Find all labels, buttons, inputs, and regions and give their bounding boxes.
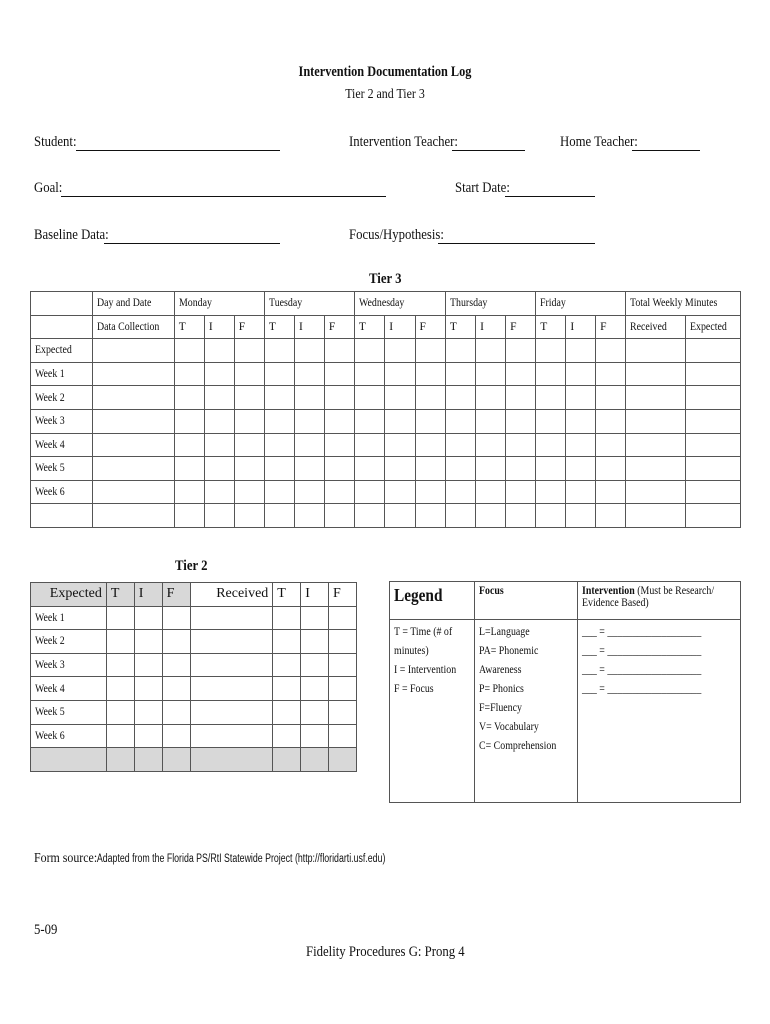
wed-t: T — [354, 315, 384, 339]
tier2-exp-f: F — [162, 583, 190, 607]
tier3-cell[interactable] — [476, 409, 506, 433]
tier3-cell[interactable] — [294, 386, 324, 410]
intervention-teacher-line[interactable] — [452, 150, 525, 151]
focus-item: C= Comprehension — [478, 740, 557, 752]
intervention-teacher-label: Intervention Teacher: — [349, 134, 458, 150]
tier3-cell[interactable] — [566, 362, 596, 386]
legend-code-item: I = Intervention — [394, 664, 457, 676]
intervention-blank[interactable]: ___ = ___________________ — [582, 664, 702, 676]
thu-i: I — [476, 315, 506, 339]
tier3-row-label: Week 3 — [31, 409, 93, 433]
tier3-cell[interactable] — [476, 386, 506, 410]
tier3-row-label: Week 4 — [31, 433, 93, 457]
tier3-cell[interactable] — [264, 504, 294, 528]
tier2-cell[interactable] — [329, 724, 357, 748]
tier3-cell[interactable] — [174, 409, 204, 433]
tier3-cell[interactable] — [354, 339, 384, 363]
thursday-header: Thursday — [445, 292, 535, 316]
tier3-cell[interactable] — [234, 433, 264, 457]
tier3-cell[interactable] — [264, 457, 294, 481]
tier3-cell[interactable] — [566, 386, 596, 410]
focus-item: V= Vocabulary — [478, 721, 539, 733]
fri-i: I — [566, 315, 596, 339]
tier3-cell[interactable] — [204, 504, 234, 528]
tier3-cell[interactable] — [596, 362, 626, 386]
tier2-row-label: Week 4 — [31, 677, 107, 701]
tier3-cell[interactable] — [566, 433, 596, 457]
wed-i: I — [385, 315, 415, 339]
tier3-cell[interactable] — [685, 480, 740, 504]
home-teacher-label: Home Teacher: — [560, 134, 638, 150]
tier2-cell[interactable] — [190, 653, 273, 677]
focus-item: PA= Phonemic — [478, 645, 539, 657]
tier3-cell[interactable] — [385, 457, 415, 481]
baseline-data-label: Baseline Data: — [34, 227, 109, 243]
wednesday-header: Wednesday — [354, 292, 445, 316]
intervention-header: Intervention (Must be Research/ Evidence Based) — [578, 582, 741, 620]
tier2-cell[interactable] — [134, 700, 162, 724]
tier3-cell[interactable] — [476, 339, 506, 363]
tier2-cell[interactable] — [329, 653, 357, 677]
tier2-rec-f: F — [329, 583, 357, 607]
page-title: Intervention Documentation Log — [298, 64, 472, 80]
tier2-row — [31, 700, 357, 724]
tier3-cell[interactable] — [294, 433, 324, 457]
tier3-cell[interactable] — [506, 457, 536, 481]
tier3-cell[interactable] — [506, 339, 536, 363]
tier3-cell[interactable] — [626, 433, 686, 457]
tier3-cell[interactable] — [566, 504, 596, 528]
form-source — [34, 849, 485, 867]
version-number: 5-09 — [34, 922, 58, 938]
legend-code-item: T = Time (# of — [394, 626, 453, 638]
tier2-footer-row — [31, 748, 357, 772]
tier3-cell[interactable] — [324, 386, 354, 410]
tier2-rec-i: I — [301, 583, 329, 607]
focus-item: F=Fluency — [478, 702, 522, 714]
data-collection-header: Data Collection — [93, 315, 175, 339]
tier3-cell[interactable] — [204, 433, 234, 457]
tier3-cell[interactable] — [536, 480, 566, 504]
tier3-cell[interactable] — [324, 339, 354, 363]
tier3-row-label — [31, 504, 93, 528]
tier3-cell[interactable] — [204, 480, 234, 504]
tier3-table — [30, 291, 741, 528]
focus-hypothesis-line[interactable] — [438, 243, 595, 244]
fri-t: T — [536, 315, 566, 339]
tier3-cell[interactable] — [324, 504, 354, 528]
tier3-row — [31, 386, 741, 410]
tier2-cell[interactable] — [190, 724, 273, 748]
tier3-cell[interactable] — [476, 457, 506, 481]
start-date-line[interactable] — [505, 196, 595, 197]
tier3-row — [31, 433, 741, 457]
tier3-cell[interactable] — [324, 457, 354, 481]
tier3-cell[interactable] — [536, 433, 566, 457]
tier3-cell[interactable] — [354, 386, 384, 410]
legend-focus-list — [474, 620, 577, 803]
tier3-cell[interactable] — [596, 504, 626, 528]
tier3-cell[interactable] — [324, 480, 354, 504]
tier3-cell[interactable] — [506, 409, 536, 433]
tier3-cell[interactable] — [626, 409, 686, 433]
tier3-header-row-tif — [31, 315, 741, 339]
tier3-cell[interactable] — [204, 386, 234, 410]
tier2-cell[interactable] — [162, 724, 190, 748]
tier3-cell[interactable] — [596, 386, 626, 410]
tier3-cell[interactable] — [685, 504, 740, 528]
tier3-cell[interactable] — [626, 386, 686, 410]
tier2-cell[interactable] — [329, 677, 357, 701]
tier3-cell[interactable] — [685, 409, 740, 433]
tier3-cell[interactable] — [445, 457, 475, 481]
tier3-cell[interactable] — [234, 457, 264, 481]
tier3-cell[interactable] — [596, 457, 626, 481]
tier2-table — [30, 582, 357, 772]
tier3-cell[interactable] — [324, 409, 354, 433]
tier3-cell[interactable] — [174, 362, 204, 386]
tier2-row — [31, 677, 357, 701]
page-subtitle: Tier 2 and Tier 3 — [345, 87, 425, 102]
tier3-cell[interactable] — [626, 339, 686, 363]
tier3-cell[interactable] — [536, 362, 566, 386]
tier2-header-row — [31, 583, 357, 607]
tier3-cell[interactable] — [93, 409, 175, 433]
tier3-cell[interactable] — [685, 457, 740, 481]
tier2-cell[interactable] — [273, 724, 301, 748]
tier3-cell[interactable] — [685, 433, 740, 457]
tier3-cell[interactable] — [294, 362, 324, 386]
tier2-cell[interactable] — [134, 677, 162, 701]
tier2-cell[interactable] — [329, 700, 357, 724]
tier3-cell[interactable] — [174, 386, 204, 410]
tier3-row-label: Week 6 — [31, 480, 93, 504]
tier2-cell[interactable] — [301, 653, 329, 677]
tier2-cell[interactable] — [134, 606, 162, 630]
tier3-cell[interactable] — [204, 457, 234, 481]
tier2-cell[interactable] — [190, 677, 273, 701]
focus-item: P= Phonics — [478, 683, 524, 695]
tier2-received-header: Received — [190, 583, 273, 607]
tier3-cell[interactable] — [415, 504, 445, 528]
focus-item: L=Language — [478, 626, 530, 638]
legend-code-item: minutes) — [394, 645, 429, 657]
goal-label: Goal: — [34, 180, 63, 196]
tier2-exp-t: T — [106, 583, 134, 607]
tuesday-header: Tuesday — [264, 292, 354, 316]
tier3-cell[interactable] — [174, 339, 204, 363]
tier3-cell[interactable] — [566, 480, 596, 504]
tier2-row — [31, 630, 357, 654]
intervention-blank[interactable]: ___ = ___________________ — [582, 645, 702, 657]
intervention-blank[interactable]: ___ = ___________________ — [582, 626, 702, 638]
tier3-cell[interactable] — [685, 386, 740, 410]
tier3-cell[interactable] — [354, 433, 384, 457]
tier2-title: Tier 2 — [175, 558, 208, 574]
tier3-cell[interactable] — [506, 480, 536, 504]
focus-header: Focus — [474, 582, 577, 620]
tier3-row-label: Week 1 — [31, 362, 93, 386]
tier2-cell[interactable] — [301, 606, 329, 630]
start-date-label: Start Date: — [455, 180, 510, 196]
tier3-cell[interactable] — [204, 409, 234, 433]
tier2-cell[interactable] — [301, 630, 329, 654]
tier2-cell[interactable] — [273, 700, 301, 724]
tier3-cell[interactable] — [93, 480, 175, 504]
tier3-row — [31, 480, 741, 504]
tier3-cell[interactable] — [626, 457, 686, 481]
tier2-cell[interactable] — [329, 606, 357, 630]
tier3-cell[interactable] — [354, 409, 384, 433]
tier3-cell[interactable] — [506, 433, 536, 457]
thu-f: F — [506, 315, 536, 339]
tier3-cell[interactable] — [385, 504, 415, 528]
tier3-cell[interactable] — [476, 504, 506, 528]
tier3-cell[interactable] — [385, 362, 415, 386]
tier3-cell[interactable] — [566, 409, 596, 433]
legend-intervention-list — [578, 620, 741, 803]
student-line[interactable] — [76, 150, 280, 151]
tier3-cell[interactable] — [204, 362, 234, 386]
tier3-cell[interactable] — [264, 433, 294, 457]
mon-t: T — [174, 315, 204, 339]
tier3-cell[interactable] — [385, 386, 415, 410]
tier3-cell[interactable] — [93, 457, 175, 481]
tier3-cell[interactable] — [385, 339, 415, 363]
home-teacher-line[interactable] — [632, 150, 700, 151]
tier3-cell[interactable] — [204, 339, 234, 363]
mon-i: I — [204, 315, 234, 339]
tier3-cell[interactable] — [294, 409, 324, 433]
fri-f: F — [596, 315, 626, 339]
tier3-cell[interactable] — [415, 362, 445, 386]
tue-f: F — [324, 315, 354, 339]
tier2-cell[interactable] — [106, 606, 134, 630]
tier3-cell[interactable] — [445, 409, 475, 433]
tier3-cell[interactable] — [324, 433, 354, 457]
tier3-cell[interactable] — [415, 433, 445, 457]
legend-codes — [390, 620, 475, 803]
legend-code-item: F = Focus — [394, 683, 434, 695]
tier3-cell[interactable] — [264, 409, 294, 433]
tier3-cell[interactable] — [354, 362, 384, 386]
tue-i: I — [294, 315, 324, 339]
tier2-cell[interactable] — [162, 630, 190, 654]
tier3-cell[interactable] — [685, 339, 740, 363]
tier3-cell[interactable] — [93, 339, 175, 363]
form-source-label: Form source: — [34, 851, 98, 866]
tier2-cell[interactable] — [162, 700, 190, 724]
tier2-cell[interactable] — [273, 630, 301, 654]
tier3-cell[interactable] — [506, 362, 536, 386]
tier3-row — [31, 457, 741, 481]
tier2-cell[interactable] — [301, 724, 329, 748]
tier3-cell[interactable] — [385, 433, 415, 457]
tier2-cell[interactable] — [106, 630, 134, 654]
tier3-cell[interactable] — [566, 457, 596, 481]
tier3-cell[interactable] — [294, 480, 324, 504]
tier3-cell[interactable] — [626, 480, 686, 504]
tier3-row — [31, 504, 741, 528]
tier2-cell[interactable] — [190, 606, 273, 630]
tier3-cell[interactable] — [354, 504, 384, 528]
tier3-cell[interactable] — [415, 457, 445, 481]
total-weekly-header: Total Weekly Minutes — [626, 292, 741, 316]
wed-f: F — [415, 315, 445, 339]
tier3-cell[interactable] — [626, 362, 686, 386]
tier3-cell[interactable] — [596, 433, 626, 457]
tier2-cell[interactable] — [162, 653, 190, 677]
tier3-cell[interactable] — [596, 480, 626, 504]
tier3-cell[interactable] — [445, 339, 475, 363]
tier3-row-label: Expected — [31, 339, 93, 363]
tier3-cell[interactable] — [294, 504, 324, 528]
tier3-cell[interactable] — [174, 480, 204, 504]
tier3-cell[interactable] — [536, 409, 566, 433]
tier2-cell[interactable] — [273, 653, 301, 677]
tier3-cell[interactable] — [174, 504, 204, 528]
tier3-cell[interactable] — [445, 504, 475, 528]
tier2-cell[interactable] — [301, 677, 329, 701]
tier3-cell[interactable] — [385, 480, 415, 504]
tier3-cell[interactable] — [93, 362, 175, 386]
tier2-cell[interactable] — [329, 630, 357, 654]
tier3-row-label: Week 5 — [31, 457, 93, 481]
tier2-row-label: Week 6 — [31, 724, 107, 748]
tier3-header-row-days — [31, 292, 741, 316]
tier2-cell[interactable] — [106, 677, 134, 701]
intervention-blank[interactable]: ___ = ___________________ — [582, 683, 702, 695]
tier3-cell[interactable] — [536, 504, 566, 528]
tier3-cell[interactable] — [234, 504, 264, 528]
tier2-cell[interactable] — [273, 677, 301, 701]
tier2-expected-header: Expected — [31, 583, 107, 607]
tier2-cell[interactable] — [106, 700, 134, 724]
tier3-row — [31, 339, 741, 363]
tier3-cell[interactable] — [536, 457, 566, 481]
tier3-row-label: Week 2 — [31, 386, 93, 410]
tier2-rec-t: T — [273, 583, 301, 607]
tier2-cell[interactable] — [134, 653, 162, 677]
tier3-cell[interactable] — [596, 339, 626, 363]
tier3-cell[interactable] — [264, 480, 294, 504]
tier3-cell[interactable] — [415, 339, 445, 363]
tier3-cell[interactable] — [445, 386, 475, 410]
tier3-cell[interactable] — [566, 339, 596, 363]
tier3-row — [31, 409, 741, 433]
tier3-cell[interactable] — [445, 480, 475, 504]
baseline-data-line[interactable] — [104, 243, 280, 244]
tier2-cell[interactable] — [106, 724, 134, 748]
tier3-cell[interactable] — [294, 339, 324, 363]
tier3-cell[interactable] — [536, 386, 566, 410]
tier3-cell[interactable] — [596, 409, 626, 433]
tier3-cell[interactable] — [476, 433, 506, 457]
tier3-row — [31, 362, 741, 386]
tier3-cell[interactable] — [385, 409, 415, 433]
tier3-cell[interactable] — [93, 386, 175, 410]
tier3-cell[interactable] — [536, 339, 566, 363]
tier3-cell[interactable] — [93, 504, 175, 528]
tier2-cell[interactable] — [190, 700, 273, 724]
tier2-row — [31, 653, 357, 677]
tier3-cell[interactable] — [234, 480, 264, 504]
tier3-title: Tier 3 — [369, 271, 402, 287]
focus-hypothesis-label: Focus/Hypothesis: — [349, 227, 444, 243]
expected-header: Expected — [685, 315, 740, 339]
tier3-cell[interactable] — [264, 386, 294, 410]
monday-header: Monday — [174, 292, 264, 316]
tier3-cell[interactable] — [234, 386, 264, 410]
tier3-cell[interactable] — [294, 457, 324, 481]
tier3-cell[interactable] — [174, 433, 204, 457]
received-header: Received — [626, 315, 686, 339]
tier3-cell[interactable] — [354, 457, 384, 481]
tier2-cell[interactable] — [134, 630, 162, 654]
tier3-cell[interactable] — [476, 362, 506, 386]
tier3-cell[interactable] — [354, 480, 384, 504]
tier3-cell[interactable] — [476, 480, 506, 504]
tier2-row — [31, 606, 357, 630]
legend-title: Legend — [390, 582, 475, 620]
tier3-cell[interactable] — [445, 362, 475, 386]
tier3-cell[interactable] — [324, 362, 354, 386]
tier3-cell[interactable] — [626, 504, 686, 528]
tier3-cell[interactable] — [685, 362, 740, 386]
tier3-cell[interactable] — [234, 362, 264, 386]
tier2-row-label: Week 2 — [31, 630, 107, 654]
tier2-cell[interactable] — [190, 630, 273, 654]
tier3-cell[interactable] — [234, 339, 264, 363]
form-source-text: Adapted from the Florida PS/RtI Statewide Project (http://floridarti.usf.edu) — [97, 853, 386, 865]
tier3-cell[interactable] — [264, 362, 294, 386]
student-label: Student: — [34, 134, 77, 150]
tier2-exp-i: I — [134, 583, 162, 607]
friday-header: Friday — [536, 292, 626, 316]
tier2-row-label: Week 1 — [31, 606, 107, 630]
tier3-cell[interactable] — [445, 433, 475, 457]
tier3-cell[interactable] — [264, 339, 294, 363]
tue-t: T — [264, 315, 294, 339]
tier3-cell[interactable] — [174, 457, 204, 481]
tier3-cell[interactable] — [415, 409, 445, 433]
tier3-cell[interactable] — [234, 409, 264, 433]
mon-f: F — [234, 315, 264, 339]
tier2-row-label: Week 3 — [31, 653, 107, 677]
tier3-cell[interactable] — [415, 480, 445, 504]
tier3-cell[interactable] — [93, 433, 175, 457]
tier2-row — [31, 724, 357, 748]
thu-t: T — [445, 315, 475, 339]
tier2-cell[interactable] — [106, 653, 134, 677]
tier2-cell[interactable] — [301, 700, 329, 724]
day-date-header: Day and Date — [93, 292, 175, 316]
legend-table — [389, 581, 741, 803]
tier2-cell[interactable] — [162, 606, 190, 630]
tier3-cell[interactable] — [506, 386, 536, 410]
tier2-cell[interactable] — [134, 724, 162, 748]
goal-line[interactable] — [61, 196, 386, 197]
tier3-cell[interactable] — [415, 386, 445, 410]
tier3-cell[interactable] — [506, 504, 536, 528]
tier2-row-label: Week 5 — [31, 700, 107, 724]
focus-item: Awareness — [478, 664, 522, 676]
page-footer-label: Fidelity Procedures G: Prong 4 — [305, 944, 465, 960]
tier2-cell[interactable] — [162, 677, 190, 701]
tier2-cell[interactable] — [273, 606, 301, 630]
